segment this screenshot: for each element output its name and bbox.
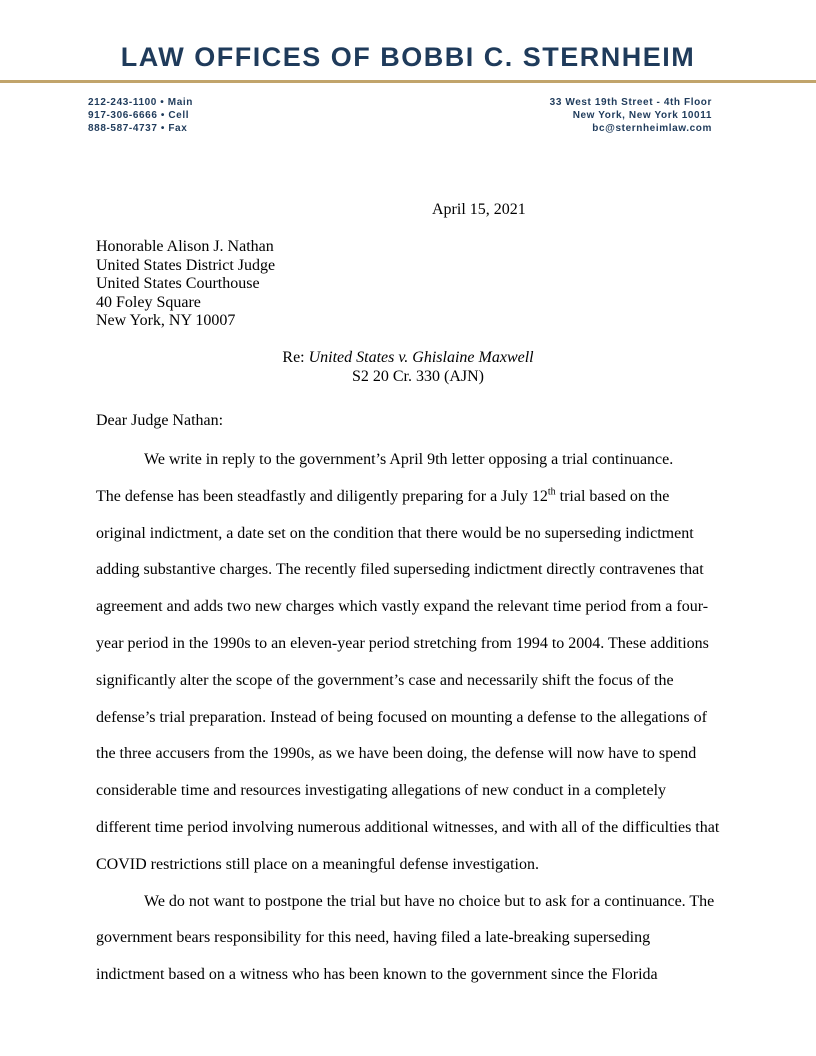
body-line: We do not want to postpone the trial but have no choice but to ask for a continuance. The <box>144 892 715 910</box>
body-text-segment: trial based on the <box>555 487 670 505</box>
addressee-line: United States District Judge <box>96 256 276 274</box>
body-line: the three accusers from the 1990s, as we have been doing, the defense will now have to spend <box>96 745 697 763</box>
contact-address <box>550 96 712 135</box>
body-line: defense’s trial preparation. Instead of being focused on mounting a defense to the allegations of <box>96 708 707 726</box>
addressee-line: New York, NY 10007 <box>96 312 236 329</box>
re-block <box>0 349 816 386</box>
addressee-line: 40 Foley Square <box>96 293 201 311</box>
docket-number: S2 20 Cr. 330 (AJN) <box>351 367 484 385</box>
body-line: COVID restrictions still place on a meaningful defense investigation. <box>96 855 539 873</box>
body-line: We write in reply to the government’s April 9th letter opposing a trial continuance. <box>144 451 674 468</box>
letter-body <box>96 442 720 994</box>
body-text-segment: The defense has been steadfastly and diligently preparing for a July 12 <box>96 487 548 505</box>
re-prefix: Re: <box>282 349 309 366</box>
firm-name: LAW OFFICES OF BOBBI C. STERNHEIM <box>120 42 696 72</box>
letter-date: April 15, 2021 <box>432 201 526 218</box>
case-name: United States v. Ghislaine Maxwell <box>308 349 534 366</box>
addressee-block <box>96 238 275 331</box>
addressee-line: United States Courthouse <box>96 275 260 292</box>
body-line: adding substantive charges. The recently filed superseding indictment directly contravenes that <box>96 561 704 579</box>
addressee-line: Honorable Alison J. Nathan <box>96 238 274 255</box>
body-line <box>96 479 720 516</box>
phone-main: 212-243-1100 • Main <box>88 97 193 108</box>
body-line: government bears responsibility for this need, having filed a late-breaking superseding <box>96 929 651 947</box>
letterhead-divider <box>0 80 816 83</box>
ordinal-suffix: th <box>547 486 556 498</box>
address-line1: 33 West 19th Street - 4th Floor <box>549 97 712 108</box>
phone-fax: 888-587-4737 • Fax <box>88 123 188 134</box>
email-address: bc@sternheimlaw.com <box>592 123 712 134</box>
body-line: agreement and adds two new charges which vastly expand the relevant time period from a four- <box>96 598 709 616</box>
contact-phones <box>88 96 193 135</box>
body-line: original indictment, a date set on the condition that there would be no superseding indictment <box>96 524 694 542</box>
re-line <box>0 349 816 368</box>
body-line: different time period involving numerous additional witnesses, and with all of the difficulties that <box>96 818 720 836</box>
phone-cell: 917-306-6666 • Cell <box>88 110 190 121</box>
salutation: Dear Judge Nathan: <box>96 412 224 429</box>
body-line: indictment based on a witness who has been known to the government since the Florida <box>96 966 658 984</box>
body-line: considerable time and resources investigating allegations of new conduct in a completely <box>96 782 667 800</box>
address-line2: New York, New York 10011 <box>572 110 712 121</box>
body-line: year period in the 1990s to an eleven-year period stretching from 1994 to 2004. These additions <box>96 634 709 652</box>
body-line: significantly alter the scope of the government’s case and necessarily shift the focus of the <box>96 671 674 689</box>
